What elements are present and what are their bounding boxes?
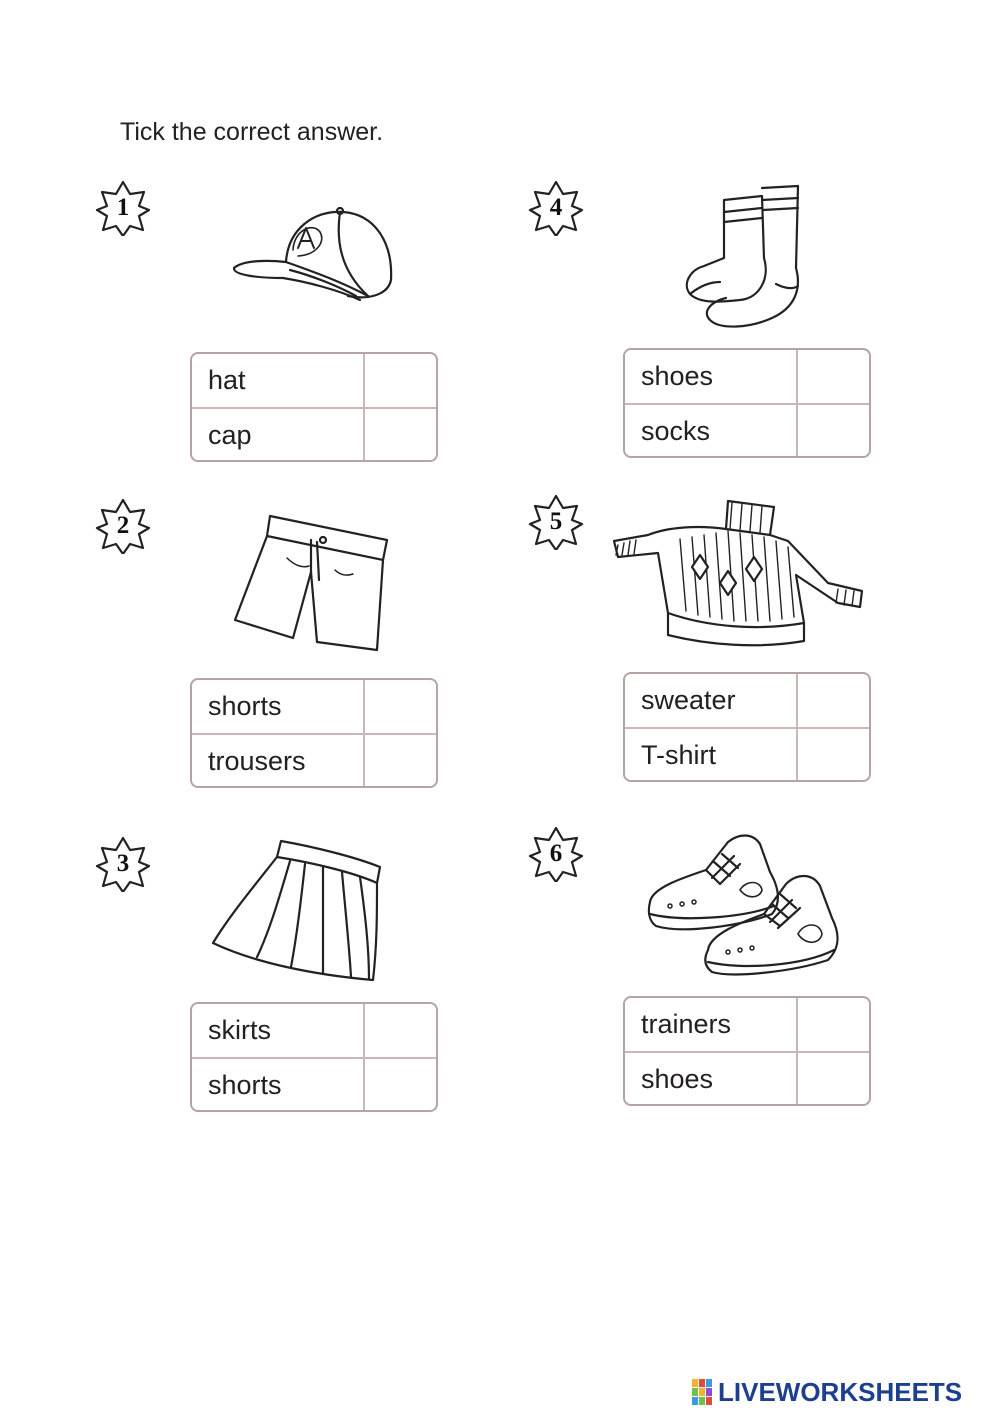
option-label: sweater — [641, 685, 736, 715]
tick-box[interactable] — [365, 409, 438, 462]
option-label: T-shirt — [641, 740, 717, 770]
answer-table — [623, 996, 871, 1106]
sweater-illustration — [608, 495, 870, 655]
option-row — [192, 354, 436, 407]
option-row — [192, 1004, 436, 1057]
tick-box[interactable] — [798, 998, 871, 1051]
option-row — [625, 729, 869, 782]
option-row — [192, 680, 436, 733]
option-row — [192, 409, 436, 462]
option-label: cap — [208, 420, 252, 450]
number-badge: 4 — [528, 180, 584, 236]
number-badge: 1 — [95, 180, 151, 236]
tick-box[interactable] — [365, 735, 438, 788]
instruction: Tick the correct answer. — [120, 118, 384, 146]
option-row — [625, 1053, 869, 1106]
answer-table — [190, 678, 438, 788]
tick-box[interactable] — [365, 680, 438, 733]
skirt-illustration — [205, 835, 390, 985]
option-row — [625, 350, 869, 403]
tick-box[interactable] — [365, 354, 438, 407]
number-badge: 6 — [528, 826, 584, 882]
option-row — [625, 998, 869, 1051]
option-label: shorts — [208, 1070, 282, 1100]
option-label: trousers — [208, 746, 306, 776]
option-row — [192, 1059, 436, 1112]
option-label: shorts — [208, 691, 282, 721]
tick-box[interactable] — [798, 674, 871, 727]
option-label: hat — [208, 365, 246, 395]
option-row — [192, 735, 436, 788]
option-label: skirts — [208, 1015, 271, 1045]
tick-box[interactable] — [798, 1053, 871, 1106]
liveworksheets-wordmark: LIVEWORKSHEETS — [718, 1377, 963, 1407]
tick-box[interactable] — [365, 1004, 438, 1057]
shorts-illustration — [215, 510, 395, 660]
tick-box[interactable] — [365, 1059, 438, 1112]
liveworksheets-logo — [692, 1377, 992, 1407]
trainers-illustration — [642, 822, 847, 982]
socks-illustration — [680, 178, 815, 333]
option-label: shoes — [641, 361, 714, 391]
cap-illustration — [228, 200, 398, 310]
number-badge: 5 — [528, 494, 584, 550]
tick-box[interactable] — [798, 405, 871, 458]
number-badge: 3 — [95, 836, 151, 892]
liveworksheets-logo-icon — [692, 1379, 714, 1405]
answer-table — [623, 348, 871, 458]
option-row — [625, 405, 869, 458]
answer-table — [190, 352, 438, 462]
option-row — [625, 674, 869, 727]
answer-table — [623, 672, 871, 782]
tick-box[interactable] — [798, 729, 871, 782]
answer-table — [190, 1002, 438, 1112]
tick-box[interactable] — [798, 350, 871, 403]
option-label: shoes — [641, 1064, 714, 1094]
option-label: trainers — [641, 1009, 732, 1039]
number-badge: 2 — [95, 498, 151, 554]
option-label: socks — [641, 416, 711, 446]
